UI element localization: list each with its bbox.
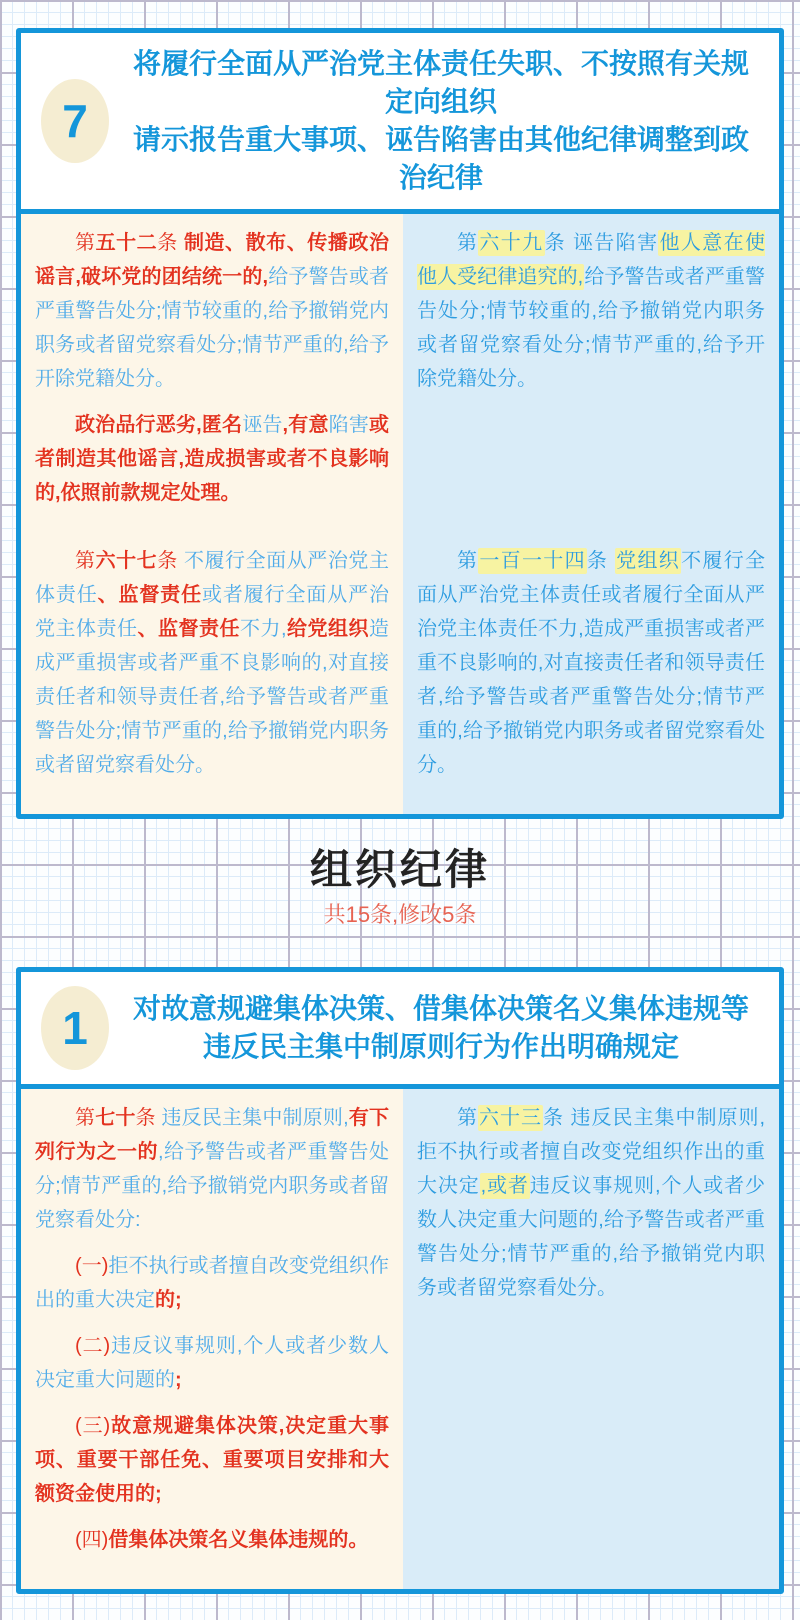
text-segment: (二) [75,1335,111,1357]
text-segment: 有下列行为之一的 [35,1107,390,1163]
card-body [21,209,779,814]
highlighted-text: 党组织 [616,550,681,572]
text-segment: 诬告 [242,414,283,436]
text-segment: 违反议事规则,个人或者少数人决定重大问题的 [35,1335,389,1391]
regulation-paragraph [35,544,389,782]
highlighted-text: 六十九 [479,232,544,254]
text-segment: 违反民主集中制原则, [161,1107,349,1129]
text-segment: (三) [75,1415,111,1437]
text-segment: 五十二 [95,232,158,254]
text-segment: ,给予警告或者严重警告处分;情节严重的,给予撤销党内职务或者留党察看处分: [35,1141,390,1231]
text-segment: 不力, [239,618,287,640]
regulation-card-7 [16,28,784,819]
text-segment: 条 [542,1107,571,1129]
text-segment: 不履行全面从严治党主体责任或者履行全面从严治党主体责任不力,造成严重损害或者严重不良影响的,对直接责任者和领导责任者,给予警告或者严重警告处分;情节严重的,给予撤销党内职务或者留党察看处分。 [417,550,766,776]
text-segment: 制造、散布、传播政治谣言,破坏党的团结统一的, [35,232,389,288]
text-segment: 借集体决策名义集体违规的。 [108,1529,369,1551]
text-segment: (一) [75,1255,109,1277]
text-segment: (四) [75,1529,109,1551]
card-title-line: 对故意规避集体决策、借集体决策名义集体违规等 [132,993,749,1024]
regulation-paragraph [35,1409,389,1511]
text-segment: 、监督责任 [137,618,240,640]
card-header [21,33,779,209]
text-segment: 不履行全面从严治党主体责任 [35,550,389,606]
text-segment: 第 [75,550,96,572]
text-segment: 或者履行全面从严治党主体责任 [35,584,389,640]
card-title-line: 违反民主集中制原则行为作出明确规定 [202,1031,679,1062]
regulation-paragraph [35,1523,389,1557]
card-title [123,990,759,1066]
new-version-column [403,1089,779,1589]
highlighted-text: 他人意在使他人受纪律追究的, [417,232,766,288]
text-segment: 造成严重损害或者严重不良影响的,对直接责任者和领导责任者,给予警告或者严重警告处分;情节严重的,给予撤销党内职务或者留党察看处分。 [35,618,390,776]
text-segment: 诬告陷害 [572,232,659,254]
text-segment: 陷害 [328,414,370,436]
text-segment: 给予警告或者严重警告处分;情节较重的,给予撤销党内职务或者留党察看处分;情节严重的,给予开除党籍处分。 [417,266,765,390]
text-segment: ; [175,1369,182,1391]
text-segment: 条 [135,1107,162,1129]
card-number-badge: 7 [41,79,109,163]
text-segment: 第 [75,232,96,254]
text-segment: 第 [457,550,479,572]
text-segment: 第 [457,232,479,254]
card-title-line: 请示报告重大事项、诬告陷害由其他纪律调整到政治纪律 [132,124,749,193]
text-segment: 六十七 [95,550,158,572]
text-segment: 或者制造其他谣言,造成损害或者不良影响的,依照前款规定处理。 [35,414,390,504]
regulation-paragraph [35,1329,389,1397]
old-version-column [21,214,403,510]
section-title: 组织纪律 [309,846,490,893]
section-header [0,845,800,929]
card-body [21,1084,779,1589]
highlighted-text: 六十三 [479,1107,542,1129]
text-segment: 七十 [95,1107,136,1129]
regulation-paragraph [417,1101,765,1305]
highlighted-text: 一百一十四 [479,550,586,572]
section-subtitle: 共15条,修改5条 [323,902,477,927]
old-version-column [21,510,403,814]
text-segment: 第 [75,1107,96,1129]
regulation-paragraph [35,1249,389,1317]
card-title-line: 将履行全面从严治党主体责任失职、不按照有关规定向组织 [132,48,749,117]
old-version-column [21,1089,403,1589]
new-version-column [403,214,779,510]
text-segment: 条 [157,232,184,254]
regulation-paragraph [417,226,765,396]
text-segment: 故意规避集体决策,决定重大事项、重要干部任免、重要项目安排和大额资金使用的; [35,1415,389,1505]
text-segment: 第 [457,1107,478,1129]
card-title [123,45,759,197]
highlighted-text: ,或者 [480,1175,529,1197]
text-segment: 违反议事规则,个人或者少数人决定重大问题的,给予警告或者严重警告处分;情节严重的,给予撤销党内职务或者留党察看处分。 [417,1175,765,1299]
text-segment: 、监督责任 [97,584,202,606]
text-segment: 违反民主集中制原则,拒不执行或者擅自改变党组织作出的重大决定 [417,1107,766,1197]
text-segment: 的; [155,1289,182,1311]
regulation-card-1 [16,967,784,1594]
regulation-paragraph [35,226,389,396]
card-number-badge: 1 [41,986,109,1070]
card-header [21,972,779,1084]
text-segment: ,有意 [282,414,329,436]
text-segment: 条 [586,550,616,572]
regulation-paragraph [417,544,765,782]
text-segment: 条 [544,232,573,254]
text-segment: 条 [157,550,184,572]
text-segment: 给党组织 [286,618,370,640]
text-segment: 给予警告或者严重警告处分;情节较重的,给予撤销党内职务或者留党察看处分;情节严重的,给予开除党籍处分。 [35,266,389,390]
regulation-paragraph [35,408,389,510]
text-segment: 拒不执行或者擅自改变党组织作出的重大决定 [35,1255,389,1311]
regulation-paragraph [35,1101,389,1237]
text-segment: 政治品行恶劣,匿名 [75,414,243,436]
new-version-column [403,510,779,814]
